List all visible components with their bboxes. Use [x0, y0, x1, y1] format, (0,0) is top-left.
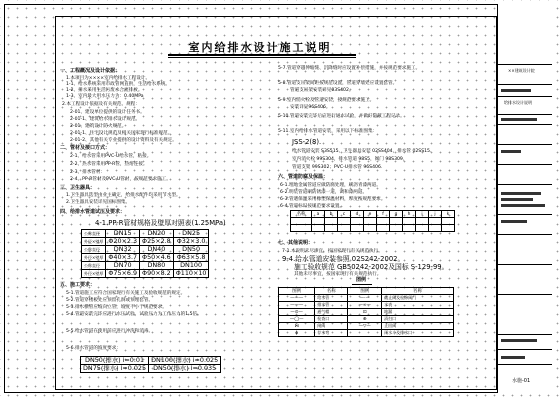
- table-cell: [390, 218, 403, 225]
- note-line: 5-3.排水横管应坡向立管，坡度不小于规范要求。: [66, 305, 167, 310]
- table-cell: [429, 225, 442, 232]
- note-line: 2-01、建设单位提供的设计任务书。: [70, 110, 145, 115]
- note-line: 2-01-1、住宅设计规范及相关国家现行标准规范。: [70, 131, 173, 136]
- table-cell: [325, 218, 338, 225]
- table-cell: 外径×壁厚: [82, 254, 106, 262]
- title-underline: [168, 54, 356, 56]
- note-line: JSS-2(8).: [292, 138, 322, 146]
- table-cell: [442, 225, 455, 232]
- legend-title: 图例: [356, 277, 367, 283]
- table-cell: —◯—: [279, 316, 315, 323]
- table-cell: DN50(排水) i=0.01: [81, 357, 149, 365]
- note-line: 5-9.室内消火栓及管道安装，按规范要求施工。: [278, 98, 375, 103]
- table-cell: i: [416, 211, 429, 218]
- table-cell: Φ75×6.9: [106, 270, 140, 278]
- table-cell: [312, 225, 325, 232]
- table-cell: Φ110×10: [173, 270, 209, 278]
- table-cell: 闸阀: [315, 323, 348, 330]
- legend-row: [279, 309, 454, 316]
- note-line: 2-01、建筑设计防火规范。: [70, 124, 127, 129]
- section-1-heading: 一、工程概况及设计依据：: [60, 68, 121, 74]
- title-block-drawing-no: 水施-01: [512, 378, 531, 384]
- section-7-heading: 七、其他说明：: [278, 240, 314, 246]
- note-line: 6-1.埋地金属管道应做防腐处理，刷沥青漆两道。: [280, 183, 381, 188]
- table-cell: Φ40×3.7: [106, 254, 140, 262]
- drawing-title: 室内给排水设计施工说明: [188, 41, 332, 54]
- note-line: 其他未尽事宜，按国家现行有关规范执行。: [294, 272, 382, 277]
- table-cell: 公称直径: [82, 246, 106, 254]
- note-line: 1.本项目为××××室内给排水工程设计。: [66, 76, 151, 81]
- table-cell: ⊕: [348, 316, 382, 323]
- table-cell: [377, 218, 390, 225]
- table-cell: b: [325, 211, 338, 218]
- table-cell: 检查口: [315, 316, 348, 323]
- table-cell: Φ63×5.8: [173, 254, 209, 262]
- table-cell: [348, 330, 382, 337]
- table-cell: Φ90×8.2: [140, 270, 174, 278]
- note-line: 5-2.管道穿楼板处应预留孔洞或预埋套管。: [66, 298, 154, 303]
- table-cell: [351, 225, 364, 232]
- table-cell: 公称直径: [82, 262, 106, 270]
- table-cell: 通气帽: [315, 309, 348, 316]
- table-cell: [416, 218, 429, 225]
- pipe-table-caption: 4-1.PP-R管材规格及壁厚对照表(1.25MPa): [95, 219, 226, 227]
- table-cell: h: [403, 211, 416, 218]
- note-line: 1-2、排水采用生活污废水合流排放。: [66, 88, 143, 93]
- table-cell: [291, 218, 312, 225]
- table-cell: [364, 225, 377, 232]
- legend-row: [279, 323, 454, 330]
- table-cell: Φ25×2.8: [140, 238, 174, 246]
- table-cell: 外径×壁厚: [82, 270, 106, 278]
- table-cell: 给水管: [315, 295, 348, 302]
- table-cell: d: [351, 211, 364, 218]
- note-line: 1-1、给水系统采用市政管网直供，生活给水系统。: [66, 82, 170, 87]
- table-cell: j: [429, 211, 442, 218]
- legend-row: [279, 302, 454, 309]
- table-cell: DN32: [106, 246, 140, 254]
- note-line: 2-01-2、其他有关专业提供的设计资料及有关规定。: [70, 138, 177, 143]
- note-line: 6-2.明装管道刷防锈漆一道，调和漆两道。: [280, 190, 368, 195]
- note-line: 2.本工程设计依据及有关规范、规程：: [62, 102, 140, 107]
- title-block-company: ××建筑设计院: [508, 68, 535, 73]
- table-cell: 外径×壁厚: [82, 238, 106, 246]
- table-cell: [364, 218, 377, 225]
- table-cell: 清扫口: [382, 316, 454, 323]
- table-cell: f: [377, 211, 390, 218]
- table-cell: DN70: [106, 262, 140, 270]
- note-line: 管道支吊架安装详见03S402。: [290, 88, 354, 93]
- table-row: [291, 211, 455, 218]
- table-cell: DN15: [106, 230, 140, 238]
- table-cell: [312, 218, 325, 225]
- legend-row: [279, 295, 454, 302]
- note-line: 2-4、PP-R管材及PVC-U管材，按规范要求施工。: [70, 177, 171, 182]
- table-cell: Φ20×2.3: [106, 238, 140, 246]
- note-line: 给水管道安装 S3S515、卫生器具安装 02SS404，排水管 02SS15.: [292, 149, 432, 154]
- table-cell: 水表: [382, 302, 454, 309]
- table-cell: [416, 225, 429, 232]
- legend-row: [279, 330, 454, 337]
- table-row: [291, 218, 455, 225]
- table-cell: [377, 225, 390, 232]
- note-line: 安装详见96S406。: [290, 105, 331, 110]
- table-cell: [390, 225, 403, 232]
- table-cell: c: [338, 211, 351, 218]
- note-line: 6-3.管道保温采用橡塑保温材料，厚度按规范要求。: [280, 197, 386, 202]
- table-cell: DN50(排水) i=0.035: [149, 365, 221, 373]
- table-cell: 名称: [315, 288, 348, 295]
- table-row: [81, 365, 221, 373]
- note-line: 2-01-1、建筑给水排水设计规范。: [70, 117, 141, 122]
- note-line: 7-1.本说明未尽事宜，按国家现行有关规范执行。: [282, 249, 383, 254]
- table-cell: a: [312, 211, 325, 218]
- table-cell: —▽—: [348, 323, 382, 330]
- table-row: [291, 225, 455, 232]
- table-cell: [403, 225, 416, 232]
- table-cell: DN40: [140, 246, 174, 254]
- table-cell: DN80: [140, 262, 174, 270]
- table-cell: —∞—: [348, 302, 382, 309]
- table-cell: DN75(排水) i=0.025: [81, 365, 149, 373]
- table-cell: 图例: [279, 288, 315, 295]
- table-cell: —⊙—: [279, 309, 315, 316]
- note-line: 5-7.管道穿越伸缩缝、沉降缝时应设置补偿措施，并按规范要求施工。: [278, 66, 421, 71]
- table-cell: 截止阀及检修阀门: [382, 295, 454, 302]
- title-block: [497, 4, 553, 393]
- table-cell: ———: [279, 302, 315, 309]
- table-cell: ⊡: [348, 309, 382, 316]
- table-cell: k: [442, 211, 455, 218]
- note-line: 1.卫生器具选型由业主确定，给排水配件均采用节水型。: [66, 193, 181, 198]
- note-line: 室内消火栓 99S304，排水管道 98S5，阀门 98S309，: [292, 157, 408, 162]
- note-line: 5-10.管道安装完毕后应进行通水试验，并做好隐蔽工程记录。: [278, 114, 405, 119]
- table-cell: [291, 225, 312, 232]
- table-cell: [442, 218, 455, 225]
- table-cell: [351, 218, 364, 225]
- table-cell: [325, 225, 338, 232]
- table-cell: DN50: [173, 246, 209, 254]
- table-cell: Φ32×3.0: [173, 238, 209, 246]
- note-line: 5-11.室内给排水管道安装，采用以下标准图集：: [278, 129, 378, 134]
- table-row: [82, 270, 209, 278]
- note-line: 5-5.给水管道在使用前应进行冲洗和消毒。: [66, 329, 154, 334]
- note-line: 5-6.排水管道的坡度要求：: [66, 346, 121, 351]
- table-cell: DN25: [173, 230, 209, 238]
- section-5-heading: 五、施工要求：: [60, 282, 96, 288]
- table-cell: g: [390, 211, 403, 218]
- legend-title-underline: [352, 284, 372, 285]
- mini-table: [290, 210, 455, 232]
- pipe-spec-table: [81, 229, 209, 278]
- section-2-heading: 二、管材及接口方式：: [60, 145, 111, 151]
- title-block-project: 给排水设计说明: [504, 100, 532, 105]
- table-cell: Φ50×4.6: [140, 254, 174, 262]
- note-line: 2-3、排水管材：: [70, 170, 106, 175]
- table-cell: DN100(排水) i=0.025: [149, 357, 221, 365]
- table-cell: 存水弯: [315, 330, 348, 337]
- table-cell: ⋈: [279, 323, 315, 330]
- table-cell: 图例: [348, 288, 382, 295]
- note-line: 施工验收规范 GB50242-2002及国标 S-129-99。: [294, 263, 449, 271]
- note-line: 6-4.管道标识按规范要求设置。: [280, 204, 345, 209]
- title-underline-thin: [168, 57, 356, 58]
- table-cell: 名称: [291, 211, 312, 218]
- table-cell: [429, 218, 442, 225]
- note-line: 管道支架 99S302；PVC-U排水管 96S406.: [292, 165, 383, 170]
- section-6-heading: 六、管道防腐及保温：: [278, 174, 329, 180]
- note-line: 5-4.管道安装完毕应进行水压试验，试验压力为工作压力的1.5倍。: [66, 312, 202, 317]
- section-3-heading: 三、卫生器具：: [60, 185, 96, 191]
- section-4-heading: 四、给排水管道试压及要求：: [60, 209, 126, 215]
- legend-row: [279, 316, 454, 323]
- note-line: 2-1、给水管采用PVC-U给水管，粘接。: [70, 154, 152, 159]
- note-line: 2-2、热水管采用PP-R管，热熔连接。: [70, 162, 148, 167]
- table-cell: 公称直径: [82, 230, 106, 238]
- table-cell: [338, 225, 351, 232]
- note-line: 9-4.给水管道安装参照 02S242-2002。: [282, 255, 405, 263]
- table-cell: 止回阀: [382, 323, 454, 330]
- table-cell: [338, 218, 351, 225]
- table-cell: 地漏: [382, 309, 454, 316]
- table-cell: ———: [279, 295, 315, 302]
- note-line: 5-1.管道施工应符合国家现行有关施工及验收规范的规定。: [66, 291, 186, 296]
- table-cell: 名称: [382, 288, 454, 295]
- table-cell: —·—: [348, 295, 382, 302]
- slope-table: [80, 356, 221, 373]
- note-line: 5-8.管道支吊架间距按规范设置，管道穿墙处应设置套管。: [278, 81, 398, 86]
- legend-header-row: [279, 288, 454, 295]
- table-cell: DN100: [173, 262, 209, 270]
- table-cell: DN20: [140, 230, 174, 238]
- table-cell: 排水管: [315, 302, 348, 309]
- table-cell: [403, 218, 416, 225]
- legend-table: [278, 287, 454, 337]
- table-cell: e: [364, 211, 377, 218]
- note-line: 2.卫生器具安装详见国标图集。: [66, 200, 131, 205]
- table-cell: 雨水斗及排水口: [382, 330, 454, 337]
- note-line: 1-3、室内最大用水压力为：0.40MPa: [66, 94, 144, 99]
- table-cell: ϕ: [279, 330, 315, 337]
